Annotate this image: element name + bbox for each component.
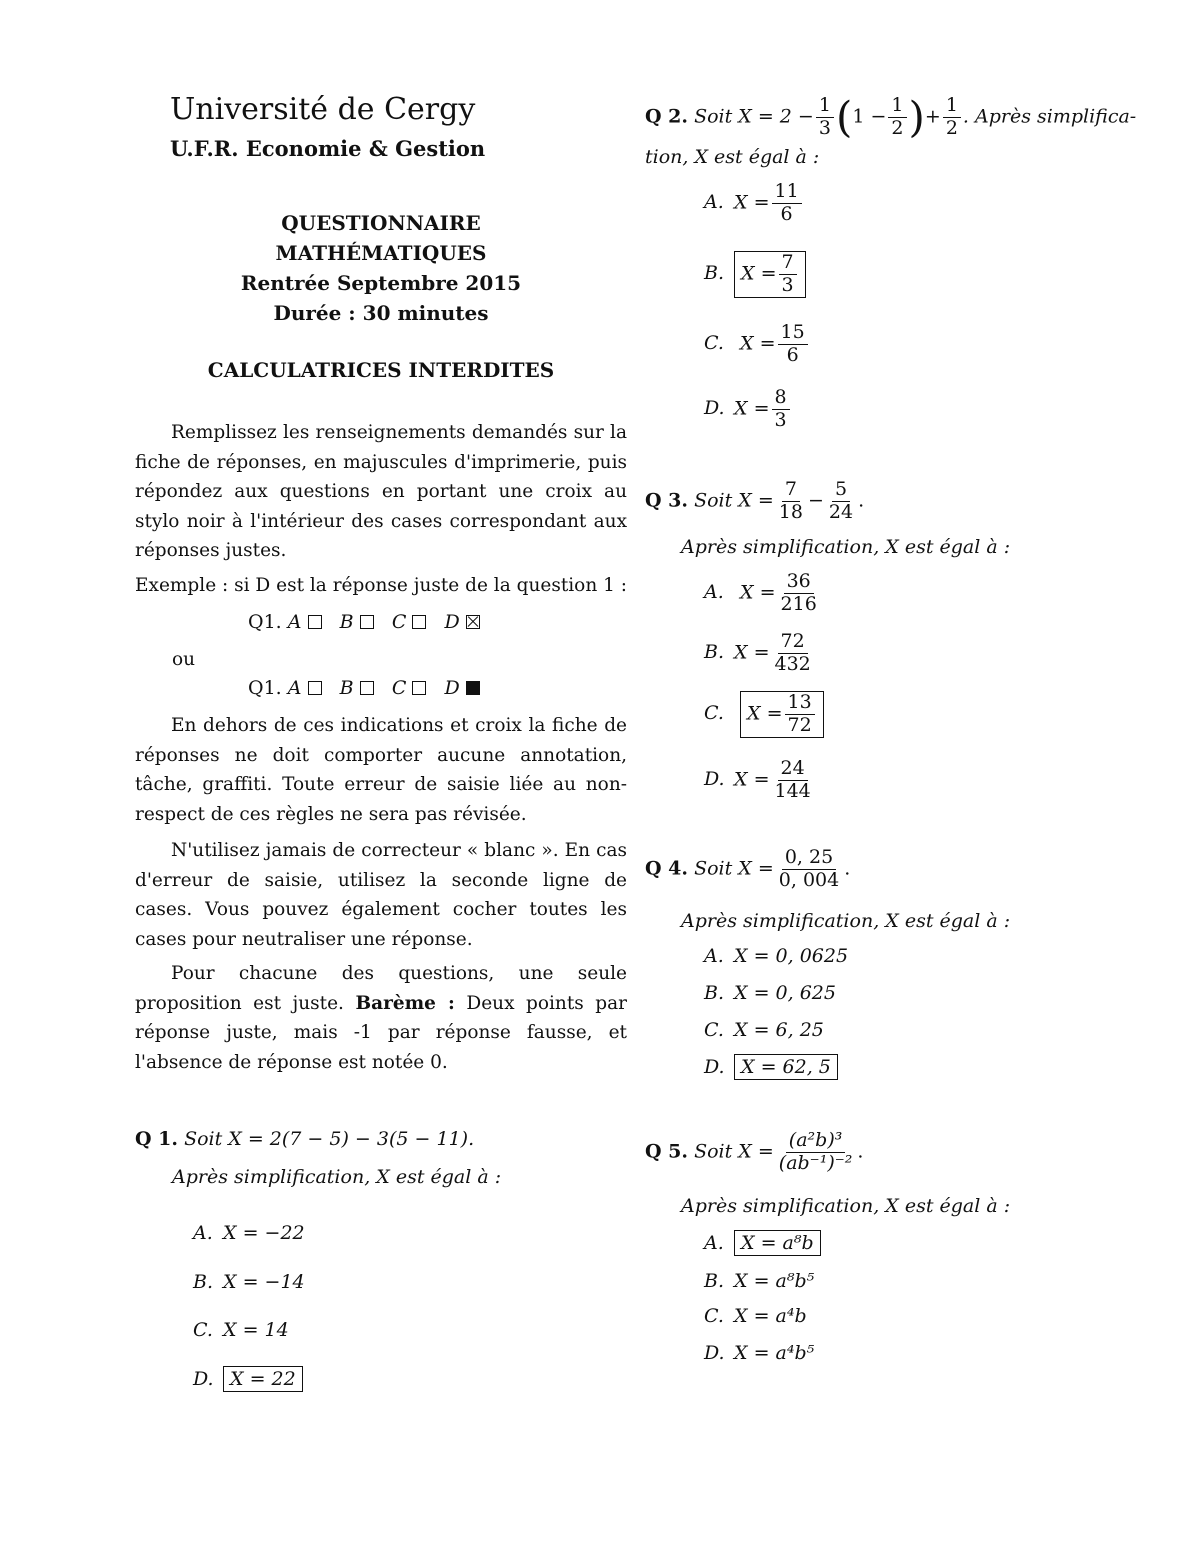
fraction: $\frac{1}{2}$ <box>943 96 961 139</box>
q4-answer-a: A. X = 0, 0625 <box>704 945 849 967</box>
correct-answer-box: X = $\frac{13}{72}$ <box>740 691 824 738</box>
soit: Soit <box>694 489 733 512</box>
question-1-prompt: Après simplification, X est égal à : <box>172 1166 502 1188</box>
q3-answer-a: A. X = $\frac{36}{216}$ <box>704 570 817 615</box>
q3-answer-c: C. X = $\frac{13}{72}$ <box>704 691 824 738</box>
instructions-p3: N'utilisez jamais de correcteur « blanc ». En cas d'erreur de saisie, utilisez la seconde ligne de cases. Vous pouvez également cocher toutes les cases pour neutraliser une réponse. <box>135 840 627 950</box>
title-block <box>135 208 627 328</box>
correct-answer-box: X = 62, 5 <box>734 1054 838 1080</box>
example-letter-d: D <box>444 677 460 699</box>
q4-answer-d: D. X = 62, 5 <box>704 1054 838 1080</box>
q4-answer-b: B. X = 0, 625 <box>704 982 836 1004</box>
question-label: Q 4. <box>645 857 689 880</box>
question-label: Q 3. <box>645 489 689 512</box>
example-letter-a: A <box>287 677 302 699</box>
question-label: Q 1. <box>135 1128 179 1150</box>
question-2-prompt: tion, X est égal à : <box>645 146 820 168</box>
instructions-p4: Pour chacune des questions, une seule proposition est juste. Barème : Deux points par réponse juste, mais -1 par réponse fausse, et l'absence de réponse est notée 0. <box>135 963 628 1073</box>
question-4: Q 4. Soit X = $\frac{0, 25}{0, 004}$ . <box>645 846 851 891</box>
duration <box>135 298 627 328</box>
duration-unit: minutes <box>390 301 489 325</box>
fraction: $\frac{0, 25}{0, 004}$ <box>778 846 840 891</box>
q5-answer-d: D. X = a⁴b⁵ <box>704 1342 815 1364</box>
instructions-p1: Remplissez les renseignements demandés sur la fiche de réponses, en majuscules d'imprimerie, puis répondez aux questions en portant une croix au stylo noir à l'intérieur des cases correspondant aux réponses justes. <box>135 422 627 561</box>
fraction: $\frac{1}{2}$ <box>888 96 906 139</box>
q2-answer-b: B. X = $\frac{7}{3}$ <box>704 251 806 298</box>
q5-answer-a: A. X = a⁸b <box>704 1230 821 1256</box>
example-or: ou <box>172 649 196 670</box>
filled-box-icon <box>466 681 480 695</box>
close-paren: ) <box>908 92 925 142</box>
example-row-2 <box>248 677 480 699</box>
fraction: $\frac{7}{18}$ <box>778 478 803 523</box>
question-expression: X = 2(7 − 5) − 3(5 − 11). <box>228 1128 475 1150</box>
correct-answer-box: X = $\frac{7}{3}$ <box>734 251 806 298</box>
question-5: Q 5. Soit X = $\frac{\text{(a²b)³}}{\text{(ab⁻¹)⁻²}}$ . <box>645 1129 864 1174</box>
soit: Soit <box>184 1128 223 1150</box>
q1-answer-b: B. X = −14 <box>193 1271 305 1293</box>
question-5-prompt: Après simplification, X est égal à : <box>681 1195 1011 1217</box>
question-1 <box>135 1128 474 1150</box>
fraction: $\frac{\text{(a²b)³}}{\text{(ab⁻¹)⁻²}}$ <box>778 1129 853 1174</box>
question-3: Q 3. Soit X = $\frac{7}{18}$ − $\frac{5}{24}$ . <box>645 478 865 523</box>
session: Rentrée Septembre 2015 <box>240 271 522 295</box>
q2-answer-c: C. X = $\frac{15}{6}$ <box>704 323 810 366</box>
q3-answer-d: D. X = $\frac{24}{144}$ <box>704 757 811 802</box>
title-line-2: MATHÉMATIQUES <box>275 241 487 265</box>
empty-box-icon <box>360 615 374 629</box>
example-letter-a: A <box>287 611 302 633</box>
soit: Soit <box>694 857 733 880</box>
question-4-prompt: Après simplification, X est égal à : <box>681 910 1011 932</box>
calculator-notice: CALCULATRICES INTERDITES <box>207 358 555 382</box>
q1-answer-c: C. X = 14 <box>193 1319 289 1341</box>
q5-answer-b: B. X = a⁸b⁵ <box>704 1270 815 1292</box>
soit: Soit <box>694 1140 733 1163</box>
question-label: Q 5. <box>645 1140 689 1163</box>
question-2: Q 2. Soit X = 2 − $\frac{1}{3}$ (1 − $\frac{1}{2}$ )+ $\frac{1}{2}$ . Après simplifica- <box>645 92 1137 142</box>
empty-box-icon <box>308 681 322 695</box>
empty-box-icon <box>308 615 322 629</box>
fraction: $\frac{5}{24}$ <box>828 478 854 523</box>
example-letter-c: C <box>391 611 407 633</box>
duration-value: 30 <box>362 301 391 325</box>
example-q-label: Q1. <box>248 677 282 699</box>
q2-answer-a: A. X = $\frac{11}{6}$ <box>704 182 804 225</box>
q1-answer-a: A. X = −22 <box>193 1222 305 1244</box>
example-intro: Exemple : si D est la réponse juste de la question 1 : <box>135 575 628 596</box>
open-paren: ( <box>835 92 853 142</box>
correct-answer-box: X = 22 <box>223 1366 303 1392</box>
correct-answer-box: X = a⁸b <box>734 1230 821 1256</box>
title-line-1: QUESTIONNAIRE <box>281 211 481 235</box>
q5-answer-c: C. X = a⁴b <box>704 1305 807 1327</box>
empty-box-icon <box>360 681 374 695</box>
empty-box-icon <box>412 615 426 629</box>
university-name: Université de Cergy <box>170 92 476 127</box>
question-3-prompt: Après simplification, X est égal à : <box>681 536 1011 558</box>
soit: Soit <box>694 105 733 128</box>
example-letter-d: D <box>444 611 460 633</box>
q2-answer-d: D. X = $\frac{8}{3}$ <box>704 388 792 431</box>
example-q-label: Q1. <box>248 611 282 633</box>
q1-answer-d: D. X = 22 <box>193 1366 303 1392</box>
example-row-1 <box>248 611 480 633</box>
empty-box-icon <box>412 681 426 695</box>
example-letter-b: B <box>339 677 354 699</box>
q3-answer-b: B. X = $\frac{72}{432}$ <box>704 630 811 675</box>
example-letter-b: B <box>339 611 354 633</box>
instructions-p2: En dehors de ces indications et croix la fiche de réponses ne doit comporter aucune annotation, tâche, graffiti. Toute erreur de saisie liée au non-respect de ces règles ne sera pas révisée. <box>135 715 627 825</box>
q4-answer-c: C. X = 6, 25 <box>704 1019 824 1041</box>
ufr-name: U.F.R. Economie & Gestion <box>170 136 486 161</box>
crossed-box-icon <box>466 615 480 629</box>
duration-label: Durée : <box>273 301 363 325</box>
example-letter-c: C <box>391 677 407 699</box>
fraction: $\frac{1}{3}$ <box>816 96 834 139</box>
question-label: Q 2. <box>645 105 689 128</box>
